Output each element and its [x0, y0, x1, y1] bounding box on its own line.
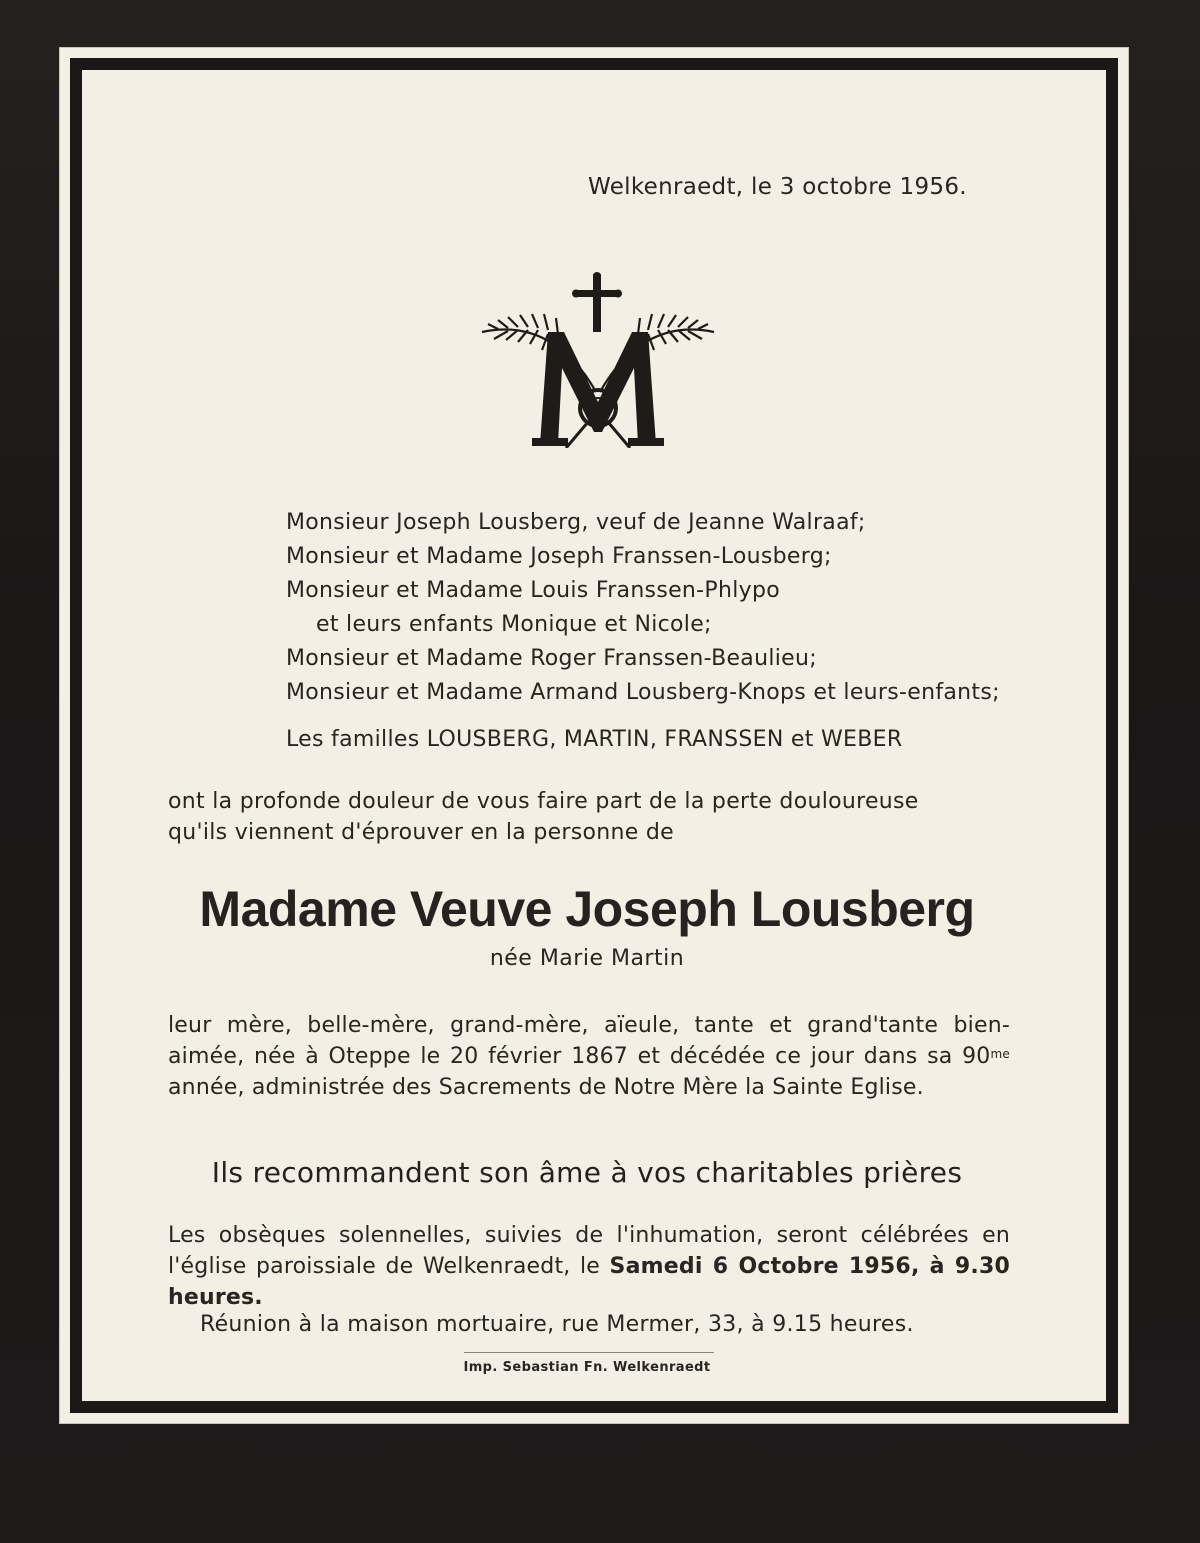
- intro-line: ont la profonde douleur de vous faire part de la perte douloureuse: [168, 789, 919, 814]
- family-line: Les familles LOUSBERG, MARTIN, FRANSSEN et WEBER: [286, 727, 903, 752]
- date-line: Welkenraedt, le 3 octobre 1956.: [588, 174, 967, 200]
- prayer-recommendation: Ils recommandent son âme à vos charitables prières: [211, 1156, 963, 1189]
- divider: [464, 1352, 714, 1353]
- family-line: Monsieur et Madame Joseph Franssen-Lousberg;: [286, 544, 832, 569]
- family-line: et leurs enfants Monique et Nicole;: [316, 612, 712, 637]
- funeral-paragraph: [168, 1220, 1010, 1313]
- funeral-notice-card: [60, 48, 1128, 1423]
- funeral-date-time: Samedi 6 Octobre 1956, à 9.30 heures.: [168, 1254, 1010, 1310]
- family-line: Monsieur et Madame Louis Franssen-Phlypo: [286, 578, 780, 603]
- announcement-intro: [168, 786, 1008, 848]
- reunion-line: Réunion à la maison mortuaire, rue Mermer, 33, à 9.15 heures.: [200, 1312, 914, 1337]
- marian-monogram-icon: [478, 272, 718, 448]
- family-line: Monsieur et Madame Armand Lousberg-Knops et leurs-enfants;: [286, 680, 1000, 705]
- deceased-name: Madame Veuve Joseph Lousberg: [199, 881, 975, 937]
- birth-name: née Marie Martin: [489, 946, 685, 971]
- family-line: Monsieur et Madame Roger Franssen-Beaulieu;: [286, 646, 817, 671]
- relation-paragraph: [168, 1010, 1010, 1103]
- funeral-text: Les obsèques solennelles, suivies de l'inhumation, seront célébrées en l'église paroissiale de Welkenraedt, le: [168, 1223, 1010, 1279]
- printer-line: Imp. Sebastian Fn. Welkenraedt: [463, 1360, 711, 1375]
- intro-line: qu'ils viennent d'éprouver en la personne de: [168, 820, 674, 845]
- family-line: Monsieur Joseph Lousberg, veuf de Jeanne Walraaf;: [286, 510, 866, 535]
- relation-text: leur mère, belle-mère, grand-mère, aïeule, tante et grand'tante bien-aimée, née à Oteppe le 20 février 1867 et décédée ce jour dans sa 90: [168, 1013, 1010, 1069]
- family-list: [286, 506, 1026, 757]
- relation-text: année, administrée des Sacrements de Notre Mère la Sainte Eglise.: [168, 1075, 924, 1100]
- ordinal-suffix: me: [990, 1047, 1010, 1061]
